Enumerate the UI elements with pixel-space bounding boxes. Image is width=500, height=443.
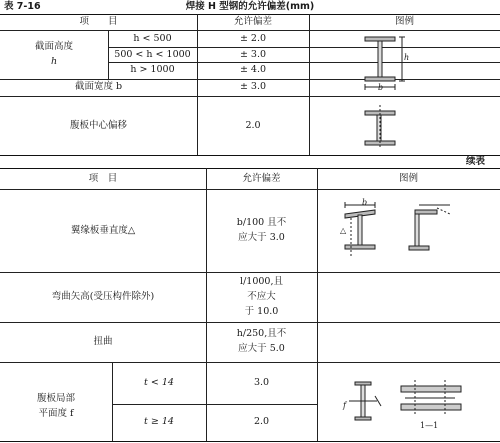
header2-figure: 图例: [398, 173, 418, 184]
continued-label: 续表: [466, 156, 486, 167]
height-tol-1: ± 2.0: [239, 33, 267, 44]
web-offset-item: 腹板中心偏移: [69, 120, 127, 131]
local-cond-2: t ≥ 14: [144, 416, 174, 427]
fig-h-label: h: [404, 53, 410, 62]
fig-b-label: b: [378, 83, 384, 92]
height-tol-3: ± 4.0: [239, 64, 267, 75]
width-item: 截面宽度 b: [74, 81, 123, 92]
fig2-section-label: 1—1: [420, 421, 439, 430]
flange-tol-line1: b/100 且不: [236, 217, 287, 228]
table-title: 焊接 H 型钢的允许偏差(mm): [185, 1, 315, 12]
header-item: 项 目: [79, 16, 118, 27]
web-offset-figure: [360, 103, 410, 151]
fig2-delta-label: △: [340, 226, 347, 235]
bending-tol-line2: 不应大: [247, 291, 276, 302]
local-tol-2: 2.0: [253, 416, 270, 427]
height-tol-2: ± 3.0: [239, 49, 267, 60]
local-cond-1: t < 14: [144, 377, 174, 388]
header2-tolerance: 允许偏差: [242, 173, 281, 184]
height-cond-3: h > 1000: [130, 64, 175, 75]
twist-tol-line2: 应大于 5.0: [238, 343, 285, 354]
header-tolerance: 允许偏差: [233, 16, 272, 27]
flange-tol-line2: 应大于 3.0: [238, 232, 285, 243]
height-group-label: 截面高度: [34, 41, 73, 52]
table-number: 表 7-16: [4, 1, 41, 12]
web-offset-tol: 2.0: [245, 120, 261, 131]
local-group-line1: 腹板局部: [36, 393, 75, 404]
twist-item: 扭曲: [93, 336, 113, 347]
bending-item: 弯曲矢高(受压构件除外): [51, 291, 155, 302]
header-figure: 图例: [394, 16, 414, 27]
height-cond-1: h < 500: [133, 33, 172, 44]
header2-item: 项 目: [88, 173, 118, 184]
fig2-f-label: f: [343, 401, 346, 410]
height-cond-2: 500 < h < 1000: [114, 49, 191, 60]
local-tol-1: 3.0: [253, 377, 270, 388]
bending-tol-line3: 于 10.0: [244, 306, 279, 317]
flange-perpendicularity-figure: [335, 200, 495, 262]
fig2-b-label: b: [362, 198, 368, 207]
twist-tol-line1: h/250,且不: [236, 328, 287, 339]
local-group-line2: 平面度 f: [38, 408, 74, 419]
width-tol: ± 3.0: [239, 81, 267, 92]
height-symbol: h: [50, 56, 58, 67]
bending-tol-line1: l/1000,且: [240, 276, 283, 287]
flange-item: 翼缘板垂直度△: [70, 225, 136, 236]
